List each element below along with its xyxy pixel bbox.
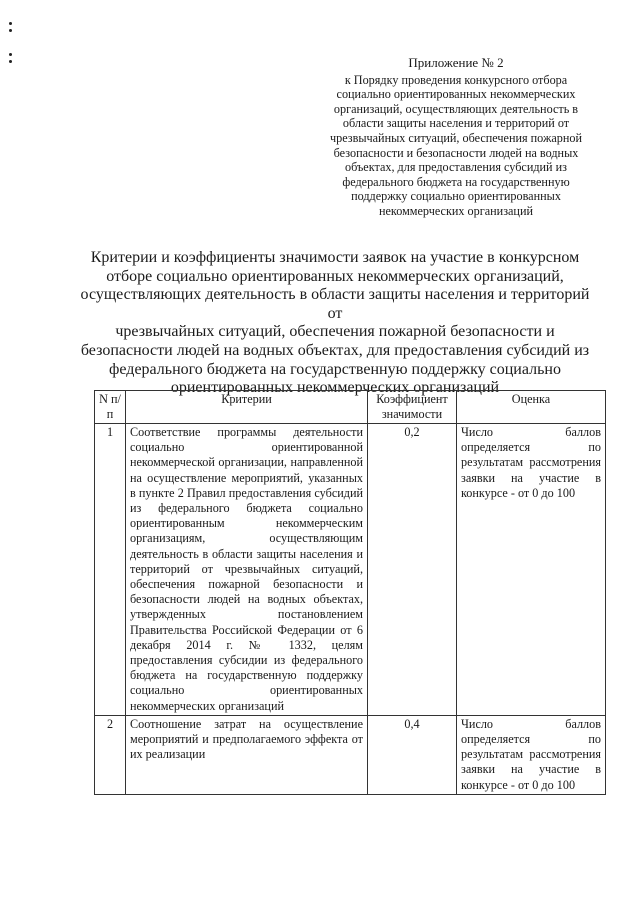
appendix-line: федерального бюджета на государственную bbox=[342, 174, 570, 189]
mark-dot bbox=[9, 60, 12, 63]
title-line: чрезвычайных ситуаций, обеспечения пожарной безопасности и bbox=[115, 323, 555, 341]
mark-dot bbox=[9, 53, 12, 56]
document-title bbox=[80, 249, 590, 398]
title-line: отборе социально ориентированных некоммерческих организаций, bbox=[106, 267, 564, 285]
row-criteria: Соответствие программы деятельности социально ориентированной некоммерческой организации, направленной на осуществление мероприятий, указанных в пункте 2 Правил предоставления субсидий из федерального бюджета социально ориентированным некоммерческим организациям, осуществляющим деятельность в области защиты населения и территорий от чрезвычайных ситуаций, обеспечения пожарной безопасности и безопасности людей на водных объектах, утвержденных постановлением Правительства Российской Федерации от 6 декабря 2014 г. № 1332, целям предоставления субсидии из федерального бюджета на государственную поддержку социально ориентированных некоммерческих организаций bbox=[126, 424, 368, 716]
row-evaluation: Число баллов определяется по результатам рассмотрения заявки на участие в конкурсе - от 0 до 100 bbox=[457, 715, 606, 794]
appendix-line: некоммерческих организаций bbox=[379, 203, 533, 218]
title-line: осуществляющих деятельность в области защиты населения и территорий от bbox=[80, 286, 590, 322]
row-criteria: Соотношение затрат на осуществление мероприятий и предполагаемого эффекта от их реализации bbox=[126, 715, 368, 794]
header-criteria: Критерии bbox=[126, 391, 368, 424]
row-number: 2 bbox=[95, 715, 126, 794]
title-line: федерального бюджета на государственную поддержку социально bbox=[109, 360, 561, 378]
header-evaluation: Оценка bbox=[457, 391, 606, 424]
appendix-line: социально ориентированных некоммерческих bbox=[336, 87, 576, 102]
row-coefficient: 0,2 bbox=[368, 424, 457, 716]
appendix-line: поддержку социально ориентированных bbox=[351, 189, 561, 204]
header-number: N п/п bbox=[95, 391, 126, 424]
row-number: 1 bbox=[95, 424, 126, 716]
criteria-table bbox=[94, 390, 606, 795]
appendix-line: области защиты населения и территорий от bbox=[342, 116, 570, 131]
punch-hole-marks bbox=[8, 22, 14, 67]
mark-dot bbox=[9, 22, 12, 25]
mark-dot bbox=[9, 29, 12, 32]
appendix-title: Приложение № 2 bbox=[408, 55, 504, 70]
appendix-line: чрезвычайных ситуаций, обеспечения пожарной bbox=[329, 130, 583, 145]
appendix-line: объектах, для предоставления субсидий из bbox=[345, 160, 567, 175]
table-header-row bbox=[95, 391, 606, 424]
title-line: безопасности людей на водных объектах, для предоставления субсидий из bbox=[80, 341, 590, 359]
title-line: Критерии и коэффициенты значимости заявок на участие в конкурсном bbox=[90, 249, 580, 266]
table-row bbox=[95, 715, 606, 794]
appendix-line: к Порядку проведения конкурсного отбора bbox=[344, 72, 568, 87]
header-coefficient: Коэффициент значимости bbox=[368, 391, 457, 424]
appendix-header bbox=[306, 56, 606, 219]
appendix-line: безопасности и безопасности людей на водных bbox=[333, 145, 579, 160]
table-row bbox=[95, 424, 606, 716]
title-line: ориентированных некоммерческих организаций bbox=[170, 379, 500, 397]
row-coefficient: 0,4 bbox=[368, 715, 457, 794]
appendix-line: организаций, осуществляющих деятельность в bbox=[333, 101, 579, 116]
row-evaluation: Число баллов определяется по результатам рассмотрения заявки на участие в конкурсе - от 0 до 100 bbox=[457, 424, 606, 716]
